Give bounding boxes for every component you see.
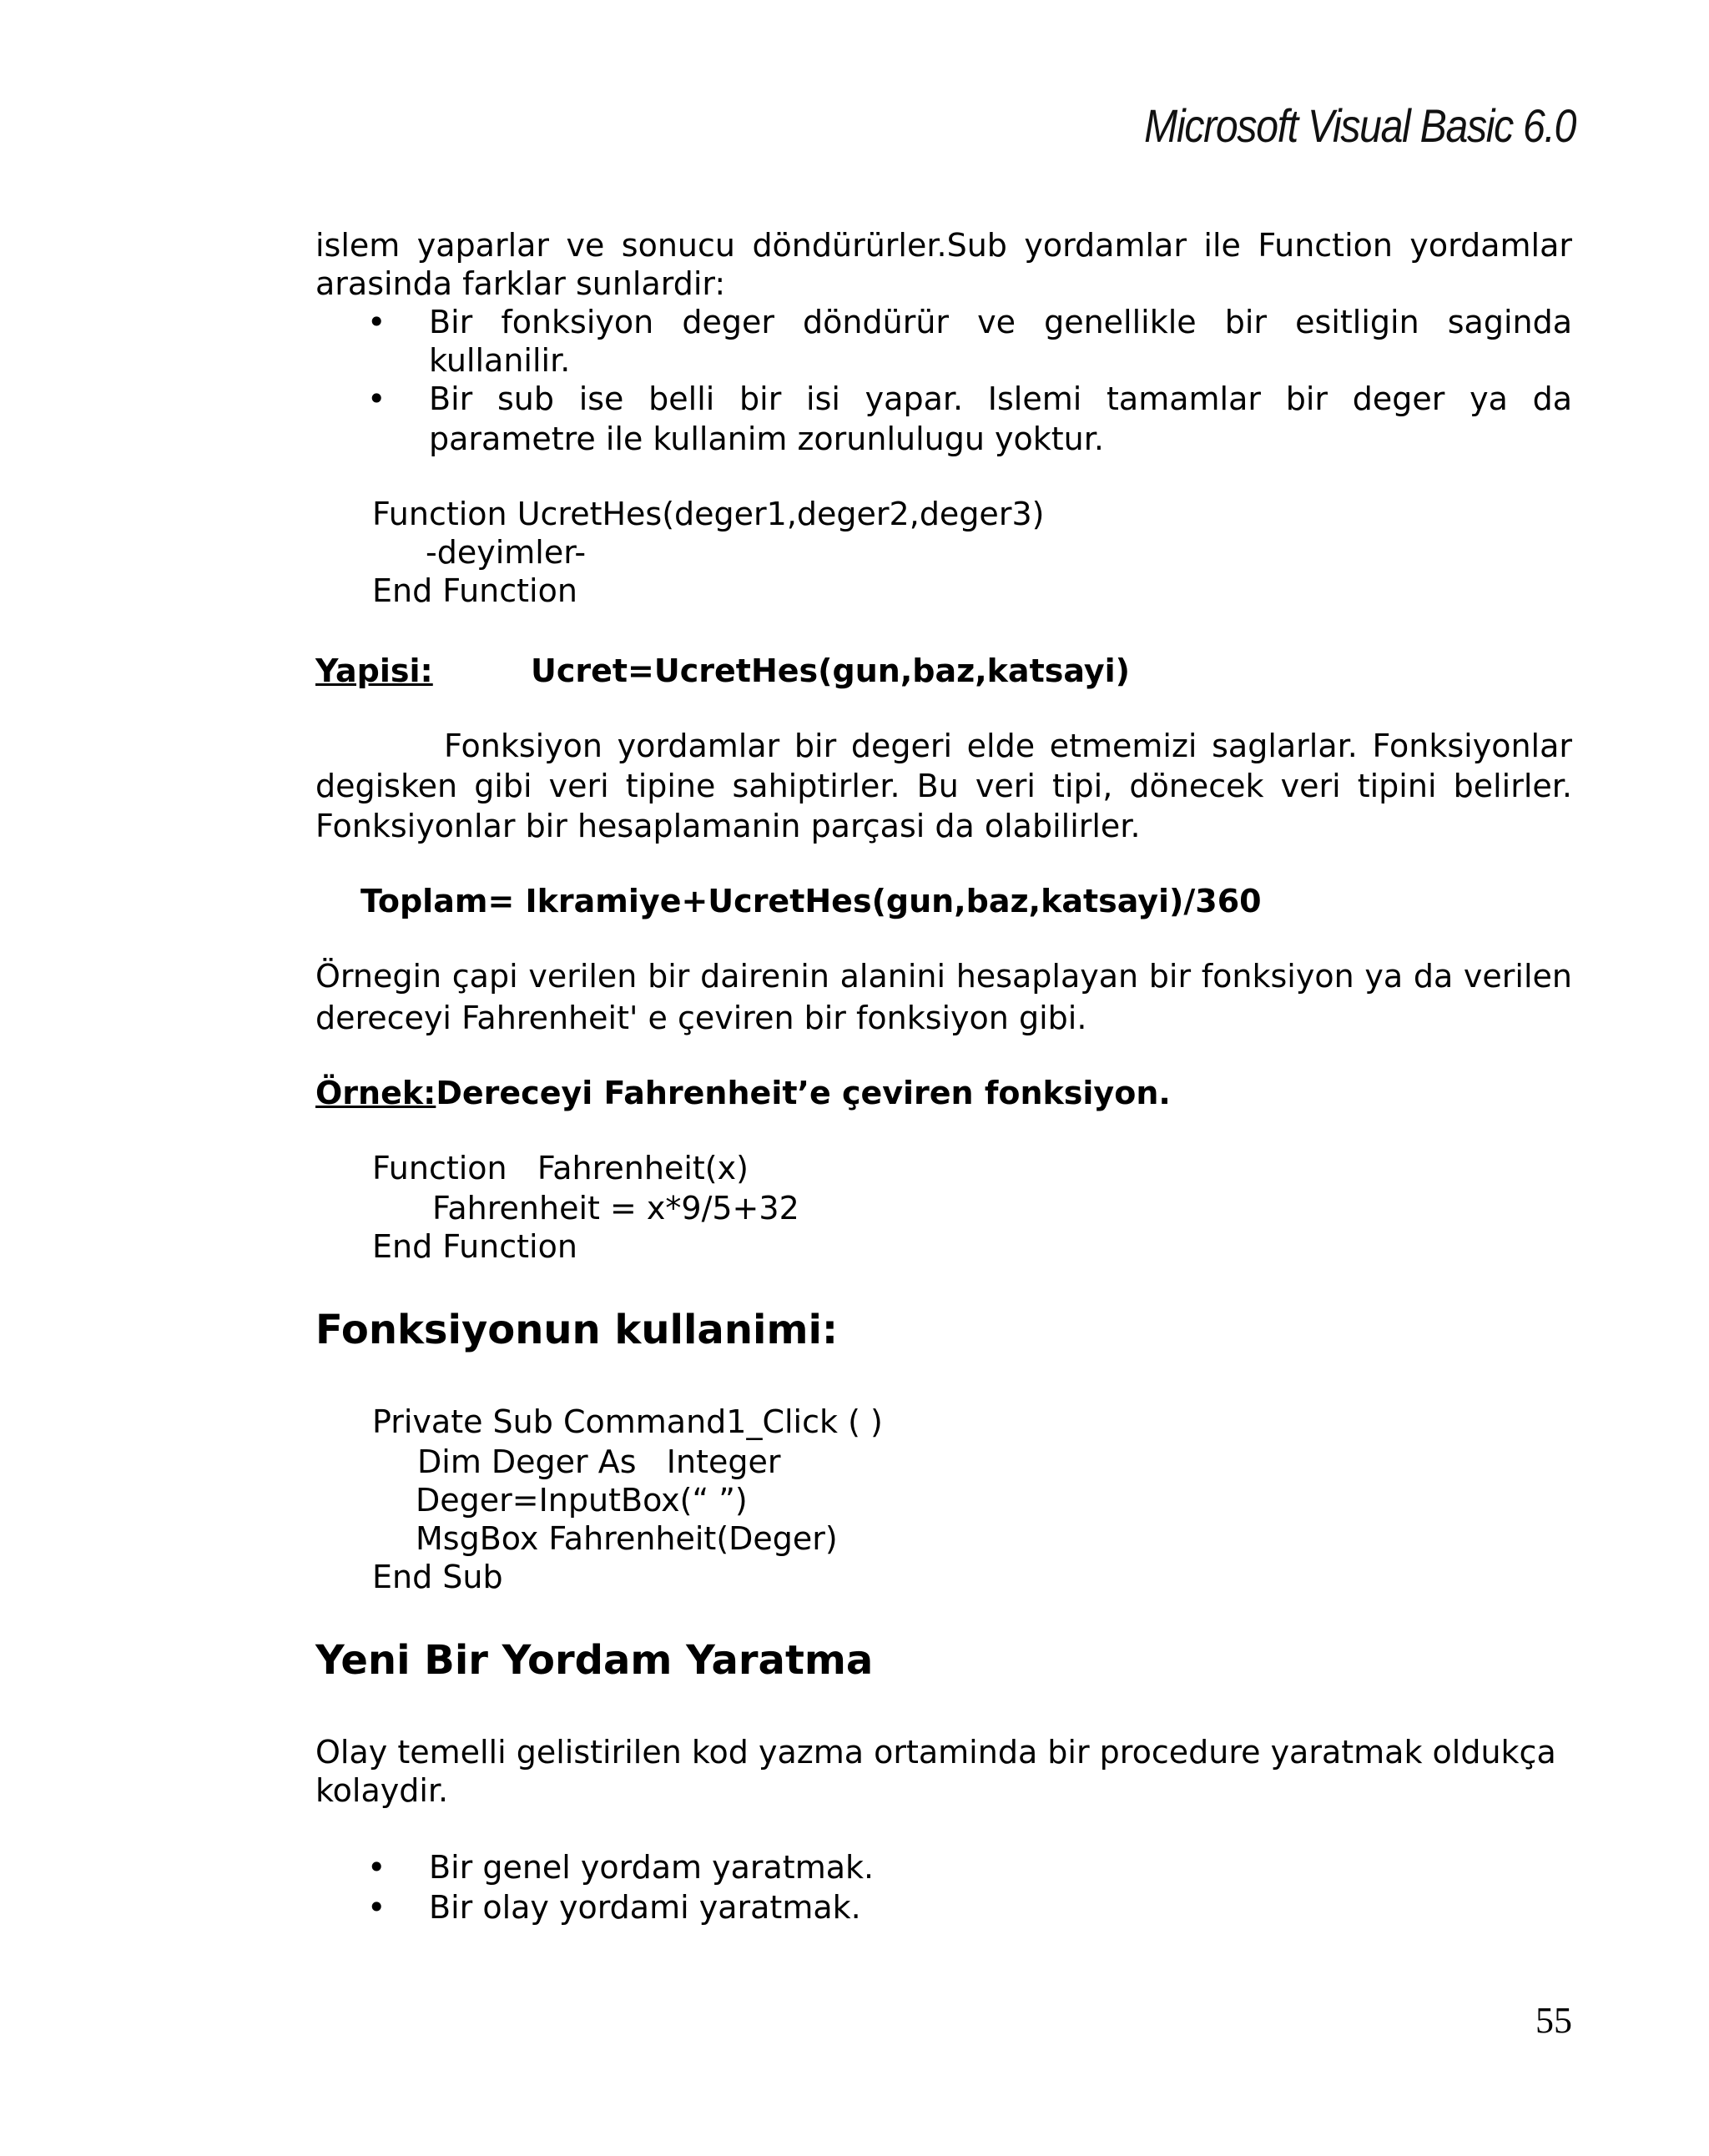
code-line: -deyimler-: [426, 534, 587, 571]
code-line: Fahrenheit = x*9/5+32: [432, 1190, 799, 1227]
yapisi-code: Ucret=UcretHes(gun,baz,katsayi): [531, 652, 1130, 689]
bullet-text: kullanilir.: [429, 342, 571, 379]
para2-line-1: Fonksiyon yordamlar bir degeri elde etmemizi saglarlar. Fonksiyonlar: [444, 728, 1572, 764]
bullet-text: Bir olay yordami yaratmak.: [429, 1889, 861, 1926]
code-line: Private Sub Command1_Click ( ): [372, 1403, 883, 1440]
code-line: End Function: [372, 572, 577, 609]
bullet-icon: •: [367, 304, 386, 340]
code-line: Dim Deger As Integer: [417, 1443, 781, 1480]
code-line: Function UcretHes(deger1,deger2,deger3): [372, 496, 1045, 532]
example-label: Örnek:: [315, 1075, 436, 1111]
bullet-text: parametre ile kullanim zorunlulugu yoktur.: [429, 421, 1104, 457]
para3-line-2: dereceyi Fahrenheit' e çeviren bir fonksiyon gibi.: [315, 1000, 1087, 1036]
para2-line-3: Fonksiyonlar bir hesaplamanin parçasi da olabilirler.: [315, 808, 1141, 844]
code-line: MsgBox Fahrenheit(Deger): [416, 1520, 838, 1557]
code-line: End Function: [372, 1228, 577, 1265]
code-line: Function Fahrenheit(x): [372, 1150, 749, 1186]
code-line: End Sub: [372, 1559, 503, 1595]
example-text: Dereceyi Fahrenheit’e çeviren fonksiyon.: [436, 1075, 1171, 1111]
page-number: 55: [1535, 2000, 1572, 2041]
section-heading: Yeni Bir Yordam Yaratma: [315, 1637, 874, 1684]
para4-line-2: kolaydir.: [315, 1772, 449, 1809]
bullet-text: Bir fonksiyon deger döndürür ve genellikle bir esitligin saginda: [429, 304, 1572, 340]
running-header: Microsoft Visual Basic 6.0: [1144, 99, 1575, 152]
section-heading: Fonksiyonun kullanimi:: [315, 1307, 839, 1353]
toplam-code: Toplam= Ikramiye+UcretHes(gun,baz,katsayi)/360: [360, 883, 1262, 919]
para2-line-2: degisken gibi veri tipine sahiptirler. Bu veri tipi, dönecek veri tipini belirler.: [315, 768, 1572, 804]
para3-line-1: Örnegin çapi verilen bir dairenin alanini hesaplayan bir fonksiyon ya da verilen: [315, 958, 1572, 995]
bullet-icon: •: [367, 1849, 386, 1886]
para4-line-1: Olay temelli gelistirilen kod yazma ortaminda bir procedure yaratmak oldukça: [315, 1734, 1556, 1771]
intro-line-1: islem yaparlar ve sonucu döndürürler.Sub yordamlar ile Function yordamlar: [315, 227, 1572, 264]
example-title: [315, 1073, 1171, 1113]
bullet-icon: •: [367, 380, 386, 417]
intro-line-2: arasinda farklar sunlardir:: [315, 265, 726, 302]
code-line: Deger=InputBox(“ ”): [416, 1482, 748, 1519]
yapisi-label: Yapisi:: [315, 652, 433, 689]
bullet-text: Bir genel yordam yaratmak.: [429, 1849, 875, 1886]
bullet-icon: •: [367, 1889, 386, 1926]
bullet-text: Bir sub ise belli bir isi yapar. Islemi tamamlar bir deger ya da: [429, 380, 1572, 417]
